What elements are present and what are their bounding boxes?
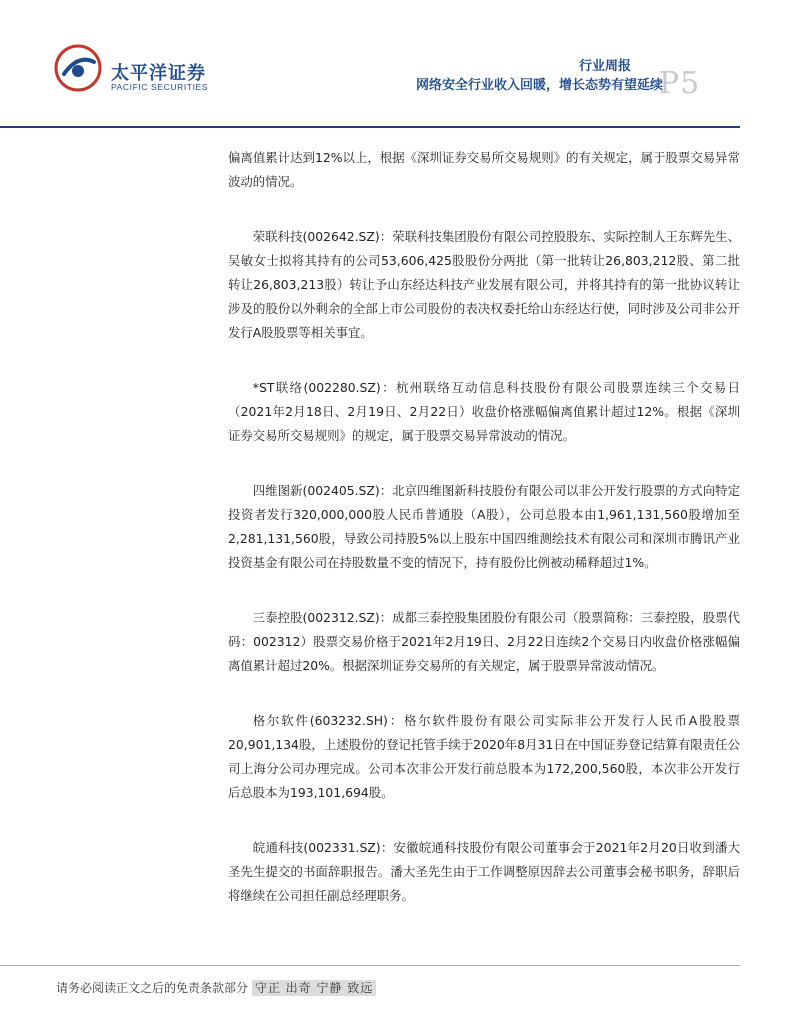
footer	[56, 979, 376, 996]
paragraph-continuation: 偏离值累计达到12%以上，根据《深圳证券交易所交易规则》的有关规定，属于股票交易异常波动的情况。	[228, 150, 740, 189]
report-title: 网络安全行业收入回暖，增长态势有望延续	[415, 78, 663, 93]
paragraph-st-lianluo: *ST联络(002280.SZ)：杭州联络互动信息科技股份有限公司股票连续三个交易日（2021年2月18日、2月19日、2月22日）收盘价格涨幅偏离值累计超过12%。根据《深圳证券交易所交易规则》的规定，属于股票交易异常波动的情况。	[228, 380, 740, 443]
report-type: 行业周报	[578, 59, 631, 74]
paragraph-wantong: 皖通科技(002331.SZ)：安徽皖通科技股份有限公司董事会于2021年2月20日收到潘大圣先生提交的书面辞职报告。潘大圣先生由于工作调整原因辞去公司董事会秘书职务，辞职后将继续在公司担任副总经理职务。	[228, 840, 740, 903]
brand-name-en: PACIFIC SECURITIES	[111, 82, 209, 92]
company-motto: 守正 出奇 宁静 致远	[252, 980, 376, 996]
page-number: P5	[659, 66, 701, 101]
header-divider	[0, 126, 740, 128]
paragraph-siwei-tuxin: 四维图新(002405.SZ)：北京四维图新科技股份有限公司以非公开发行股票的方式向特定投资者发行320,000,000股人民币普通股（A股），公司总股本由1,961,131,560股增加至2,281,131,560股，导致公司持股5%以上股东中国四维测绘技术有限公司和深圳市腾讯产业投资基金有限公司在持股数量不变的情况下，持有股份比例被动稀释超过1%。	[228, 483, 740, 570]
disclaimer-text: 请务必阅读正文之后的免责条款部分	[56, 981, 249, 995]
paragraph-santai: 三泰控股(002312.SZ)：成都三泰控股集团股份有限公司（股票简称：三泰控股，股票代码：002312）股票交易价格于2021年2月19日、2月22日连续2个交易日内收盘价格涨幅偏离值累计超过20%。根据深圳证券交易所的有关规定，属于股票异常波动情况。	[228, 610, 740, 673]
paragraph-geer: 格尔软件(603232.SH)：格尔软件股份有限公司实际非公开发行人民币A股股票20,901,134股，上述股份的登记托管手续于2020年8月31日在中国证券登记结算有限责任公司上海分公司办理完成。公司本次非公开发行前总股本为172,200,560股，本次非公开发行后总股本为193,101,694股。	[228, 713, 740, 800]
footer-divider	[0, 965, 740, 966]
document-body	[228, 146, 740, 939]
pacific-securities-logo	[54, 44, 102, 92]
brand-name-cn: 太平洋证券	[111, 63, 206, 84]
paragraph-ronglian: 荣联科技(002642.SZ)：荣联科技集团股份有限公司控股股东、实际控制人王东辉先生、吴敏女士拟将其持有的公司53,606,425股股份分两批（第一批转让26,803,212股、第二批转让26,803,213股）转让予山东经达科技产业发展有限公司，并将其持有的第一批协议转让涉及的股份以外剩余的全部上市公司股份的表决权委托给山东经达行使，同时涉及公司非公开发行A股股票等相关事宜。	[228, 229, 740, 340]
